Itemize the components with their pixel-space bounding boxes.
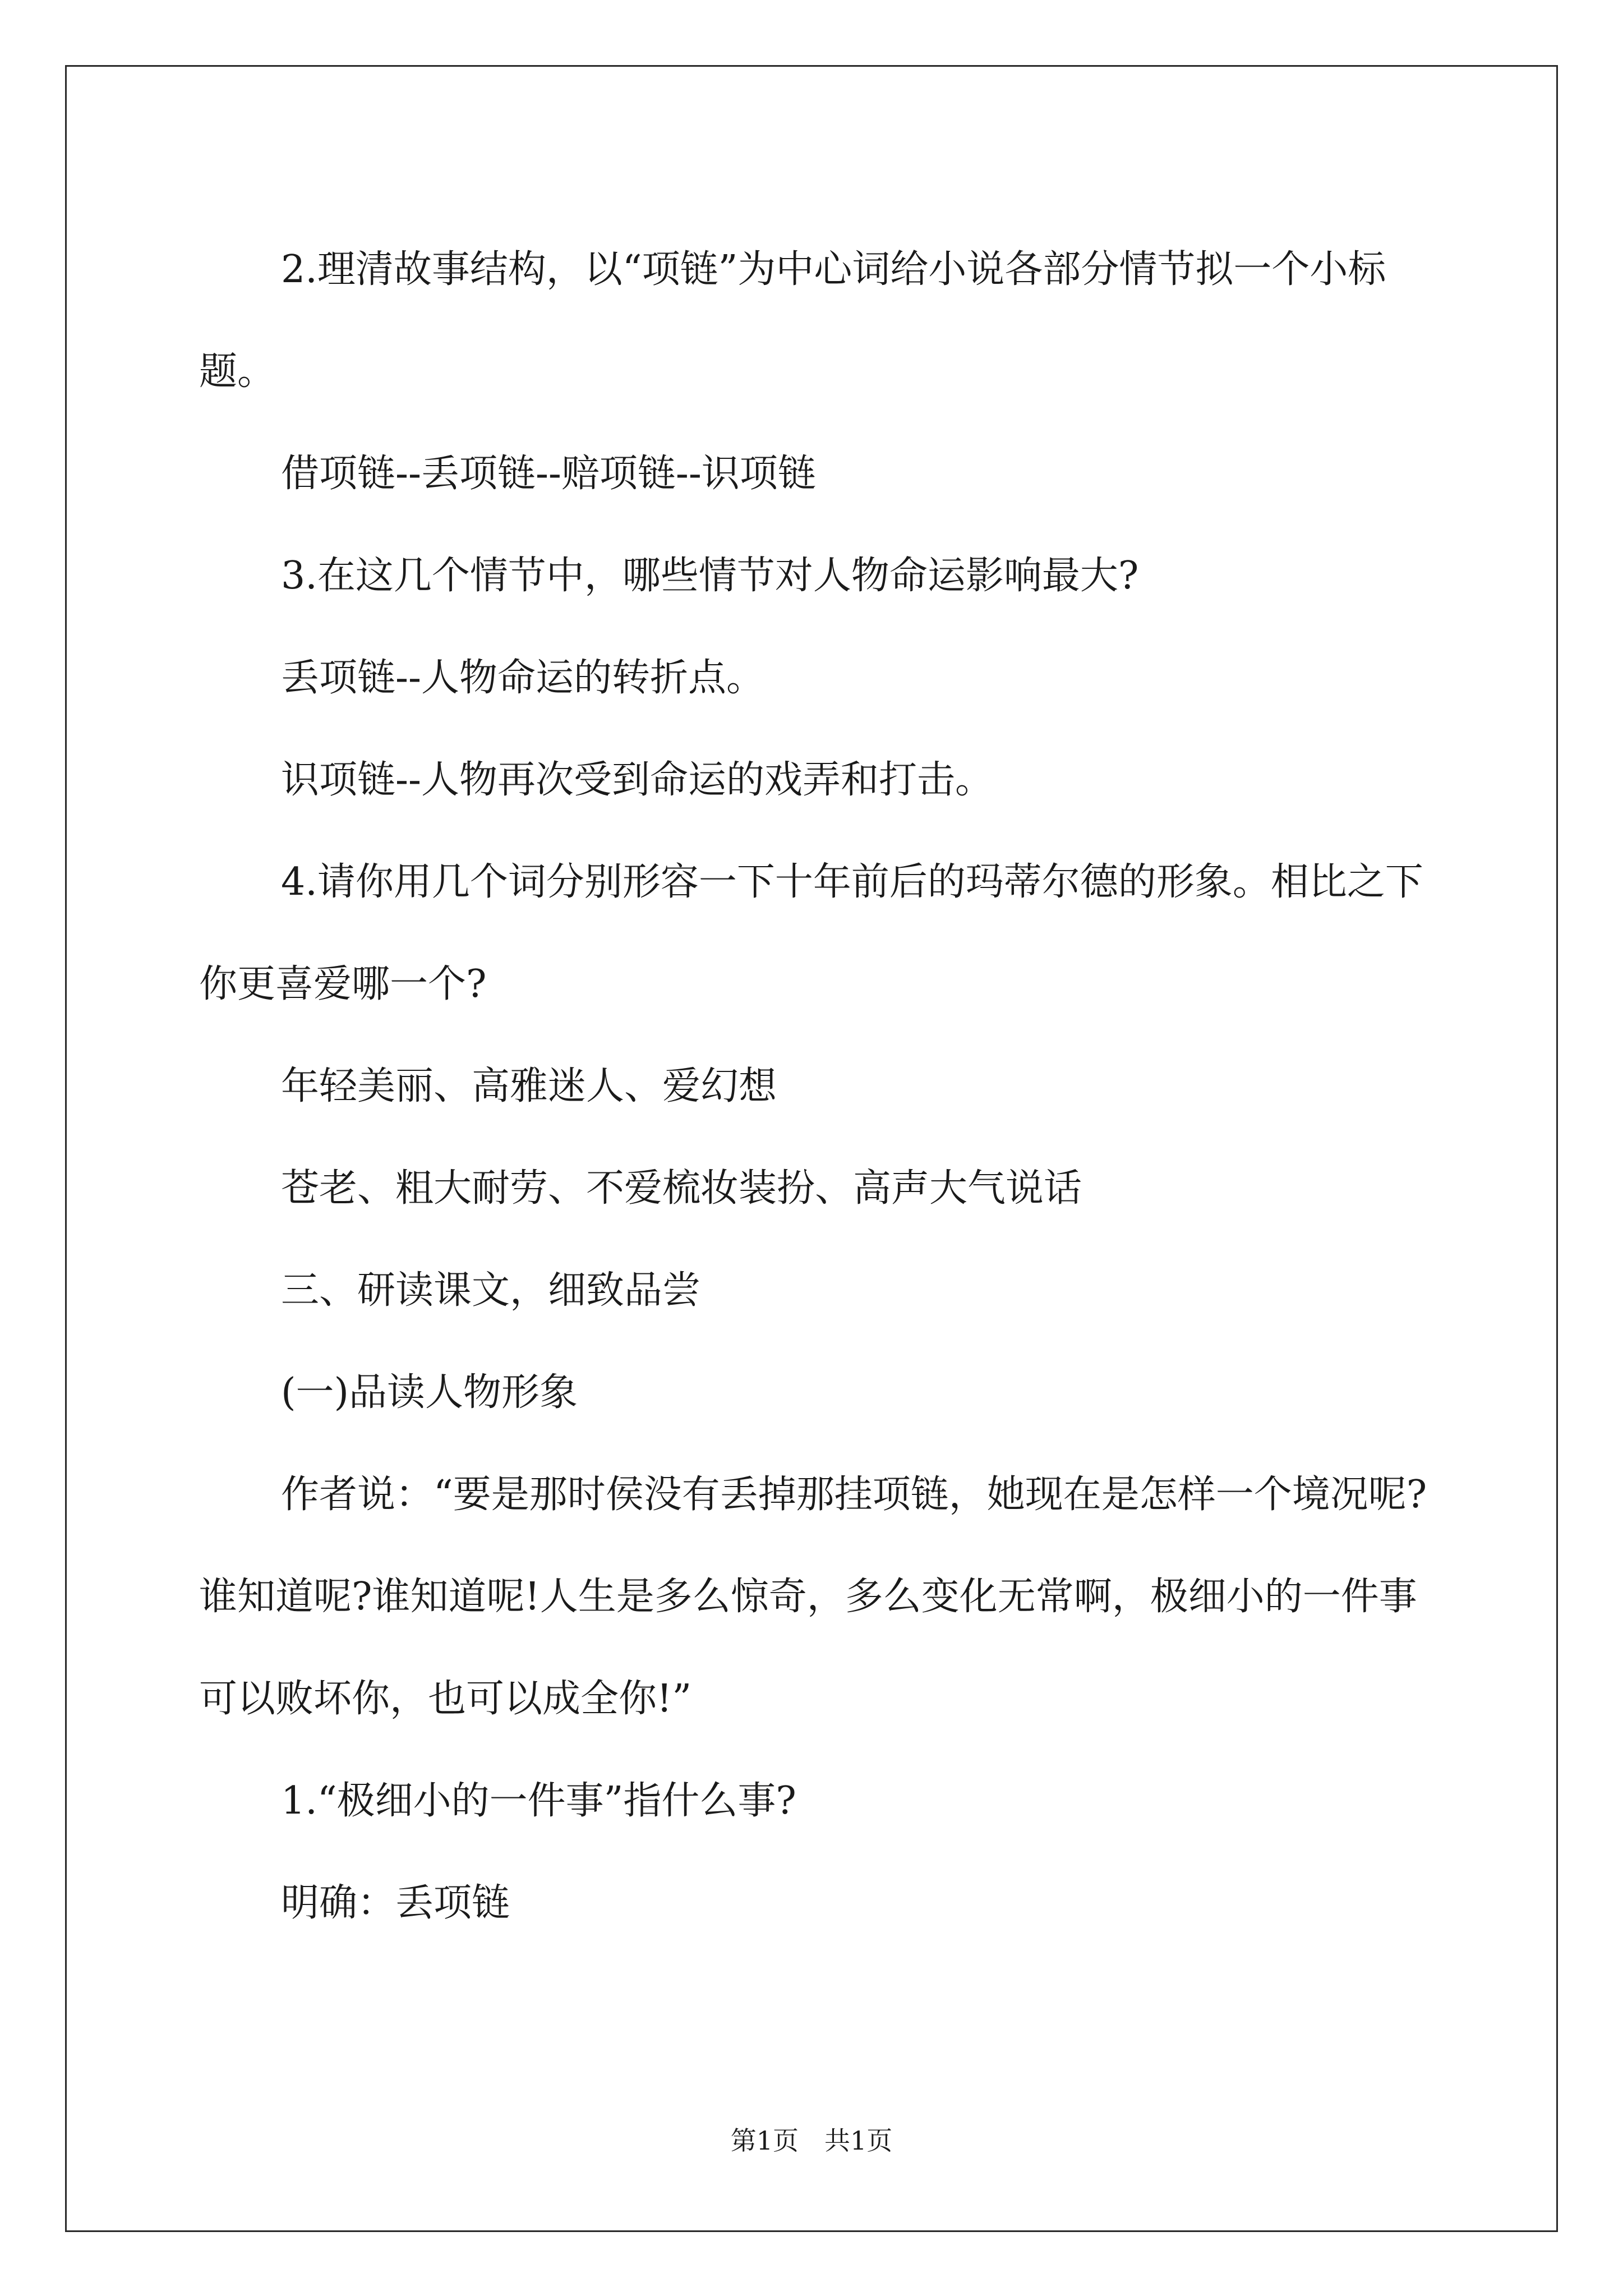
page-number: 第1页 [730, 2125, 799, 2156]
page-total: 共1页 [824, 2125, 893, 2156]
paragraph: 三、研读课文，细致品尝 [281, 1268, 701, 1313]
document-body [199, 219, 1427, 1954]
paragraph: 作者说：“要是那时侯没有丢掉那挂项链，她现在是怎样一个境况呢?谁知道呢?谁知道呢!人生是多么惊奇，多么变化无常啊，极细小的一件事可以败坏你，也可以成全你!” [199, 1473, 1427, 1721]
paragraph: 4.请你用几个词分别形容一下十年前后的玛蒂尔德的形象。相比之下你更喜爱哪一个? [199, 860, 1423, 1006]
paragraph: 明确：丢项链 [281, 1881, 510, 1925]
paragraph: 年轻美丽、高雅迷人、爱幻想 [281, 1064, 777, 1108]
page-footer [0, 2120, 1623, 2157]
paragraph: (一)品读人物形象 [281, 1370, 578, 1415]
paragraph: 2.理清故事结构，以“项链”为中心词给小说各部分情节拟一个小标题。 [199, 247, 1386, 394]
paragraph: 借项链--丢项链--赔项链--识项链 [281, 452, 816, 496]
paragraph: 3.在这几个情节中，哪些情节对人物命运影响最大? [281, 554, 1139, 598]
paragraph: 识项链--人物再次受到命运的戏弄和打击。 [281, 758, 993, 802]
paragraph: 苍老、粗大耐劳、不爱梳妆装扮、高声大气说话 [281, 1166, 1082, 1211]
paragraph: 丢项链--人物命运的转折点。 [281, 656, 764, 700]
paragraph: 1.“极细小的一件事”指什么事? [281, 1779, 796, 1823]
